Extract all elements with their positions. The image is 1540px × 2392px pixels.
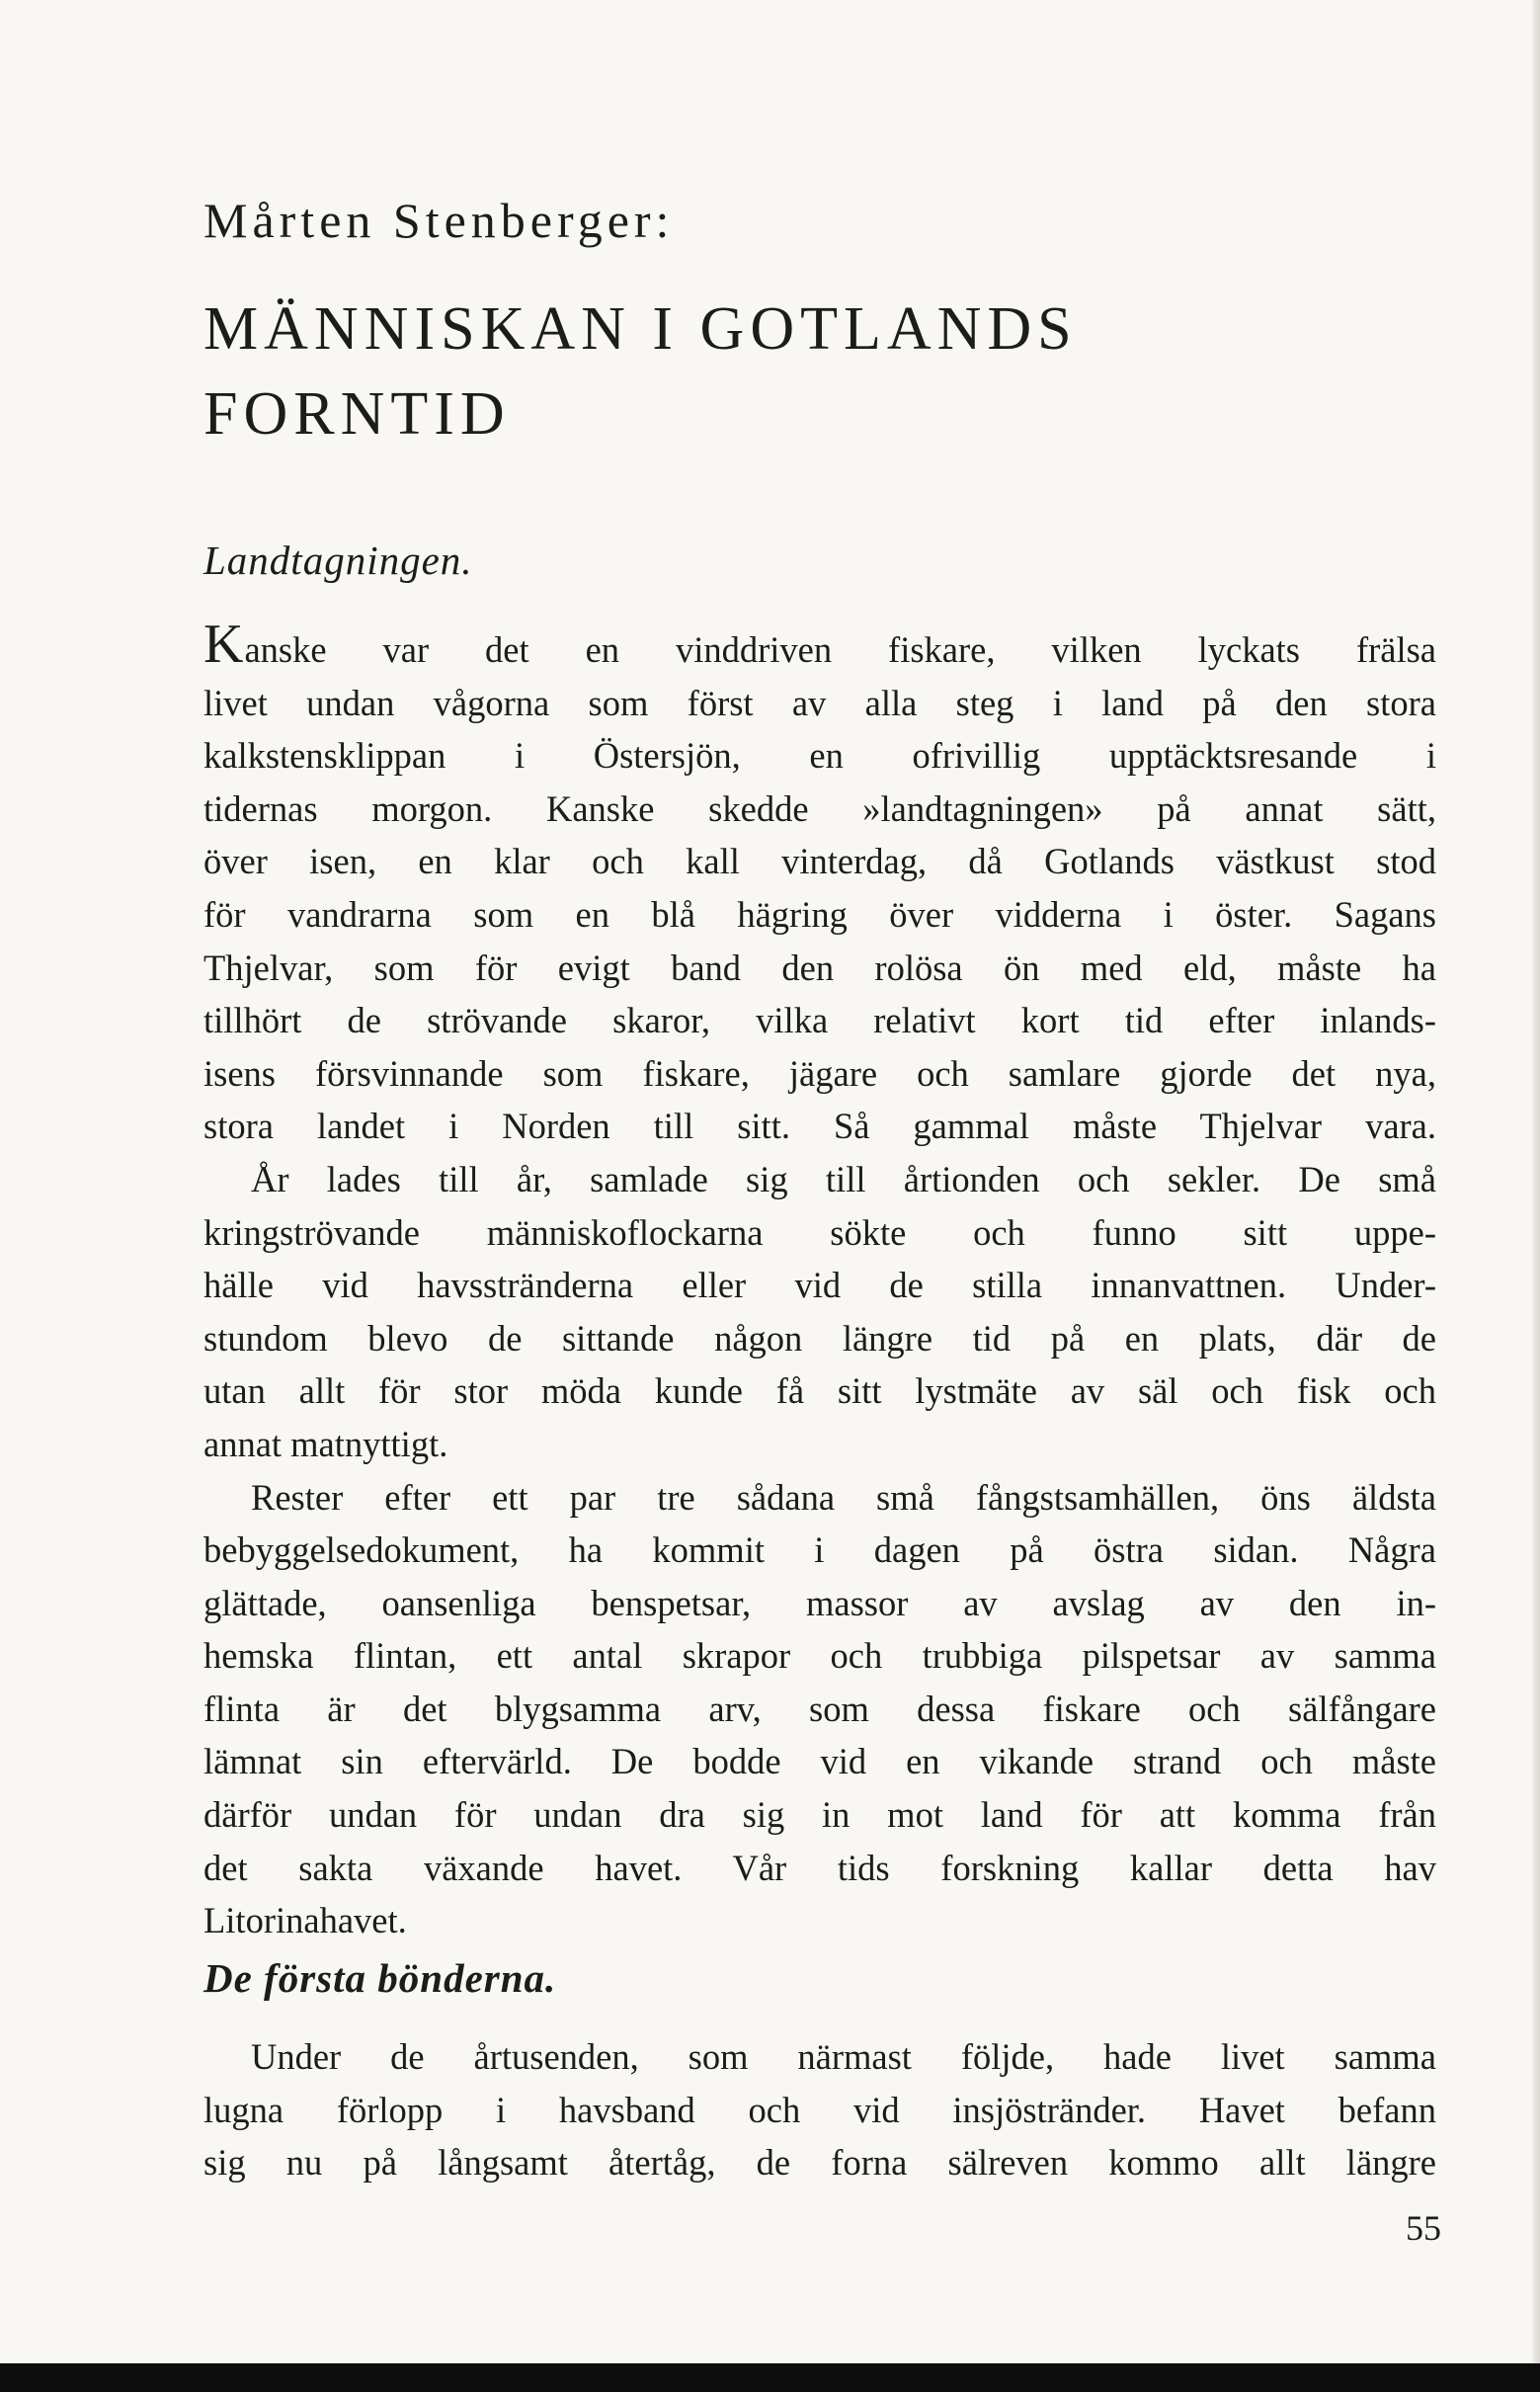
text-line: lugna förlopp i havsband och vid insjöstränder. Havet befann [203, 2089, 1436, 2130]
text-line: Litorinahavet. [203, 1900, 407, 1941]
section-2-body [203, 2030, 1436, 2189]
text-line: stora landet i Norden till sitt. Så gammal måste Thjelvar vara. [203, 1106, 1436, 1147]
text-line: annat matnyttigt. [203, 1423, 448, 1464]
page-edge-shadow [1532, 0, 1540, 2363]
text-line: tidernas morgon. Kanske skedde »landtagningen» på annat sätt, [203, 787, 1436, 829]
section-heading-landtagningen: Landtagningen. [203, 537, 473, 583]
text-line: för vandrarna som en blå hägring över vidderna i öster. Sagans [203, 893, 1436, 935]
text-line: Under de årtusenden, som närmast följde, hade livet samma [251, 2036, 1436, 2077]
chapter-title [203, 287, 1078, 456]
text-line: Thjelvar, som för evigt band den rolösa ön med eld, måste ha [203, 947, 1436, 988]
drop-cap: K [203, 623, 245, 675]
text-line: livet undan vågorna som först av alla steg i land på den stora [203, 682, 1436, 723]
text-line: det sakta växande havet. Vår tids forskning kallar detta hav [203, 1847, 1436, 1888]
text-line: Rester efter ett par tre sådana små fångstsamhällen, öns äldsta [251, 1476, 1436, 1518]
section-1-body [203, 623, 1436, 1947]
text-line: lämnat sin eftervärld. De bodde vid en vikande strand och måste [203, 1741, 1436, 1782]
text-line: kringströvande människoflockarna sökte och funno sitt uppe- [203, 1211, 1436, 1253]
text-line: flinta är det blygsamma arv, som dessa fiskare och sälfångare [203, 1688, 1436, 1729]
text-line: bebyggelsedokument, ha kommit i dagen på östra sidan. Några [203, 1529, 1436, 1571]
chapter-title-line-2: FORNTID [203, 380, 511, 448]
text-line: isens försvinnande som fiskare, jägare och samlare gjorde det nya, [203, 1052, 1436, 1094]
text-line: hemska flintan, ett antal skrapor och trubbiga pilspetsar av samma [203, 1635, 1436, 1677]
text-line: tillhört de strövande skaror, vilka relativt kort tid efter inlands- [203, 1000, 1436, 1041]
text-line: över isen, en klar och kall vinterdag, då Gotlands västkust stod [203, 841, 1436, 882]
scan-border [0, 2363, 1540, 2392]
text-line: Kanske var det en vinddriven fiskare, vilken lyckats frälsa [203, 623, 1436, 677]
text-line: utan allt för stor möda kunde få sitt lystmäte av säl och fisk och [203, 1370, 1436, 1412]
text-line: År lades till år, samlade sig till årtionden och sekler. De små [251, 1158, 1436, 1199]
text-line: kalkstensklippan i Östersjön, en ofrivillig upptäcktsresande i [203, 735, 1436, 777]
text-line: därför undan för undan dra sig in mot land för att komma från [203, 1794, 1436, 1836]
text-line: glättade, oansenliga benspetsar, massor av avslag av den in- [203, 1582, 1436, 1623]
page-number: 55 [1406, 2208, 1441, 2248]
text-line: hälle vid havsstränderna eller vid de stilla innanvattnen. Under- [203, 1265, 1436, 1306]
author-name: Mårten Stenberger: [203, 193, 675, 248]
text-line: stundom blevo de sittande någon längre tid på en plats, där de [203, 1317, 1436, 1359]
section-heading-de-forsta-bonderna: De första bönderna. [203, 1955, 557, 2001]
chapter-title-line-1: MÄNNISKAN I GOTLANDS [203, 295, 1078, 363]
text-line: sig nu på långsamt återtåg, de forna sälreven kommo allt längre [203, 2142, 1436, 2184]
